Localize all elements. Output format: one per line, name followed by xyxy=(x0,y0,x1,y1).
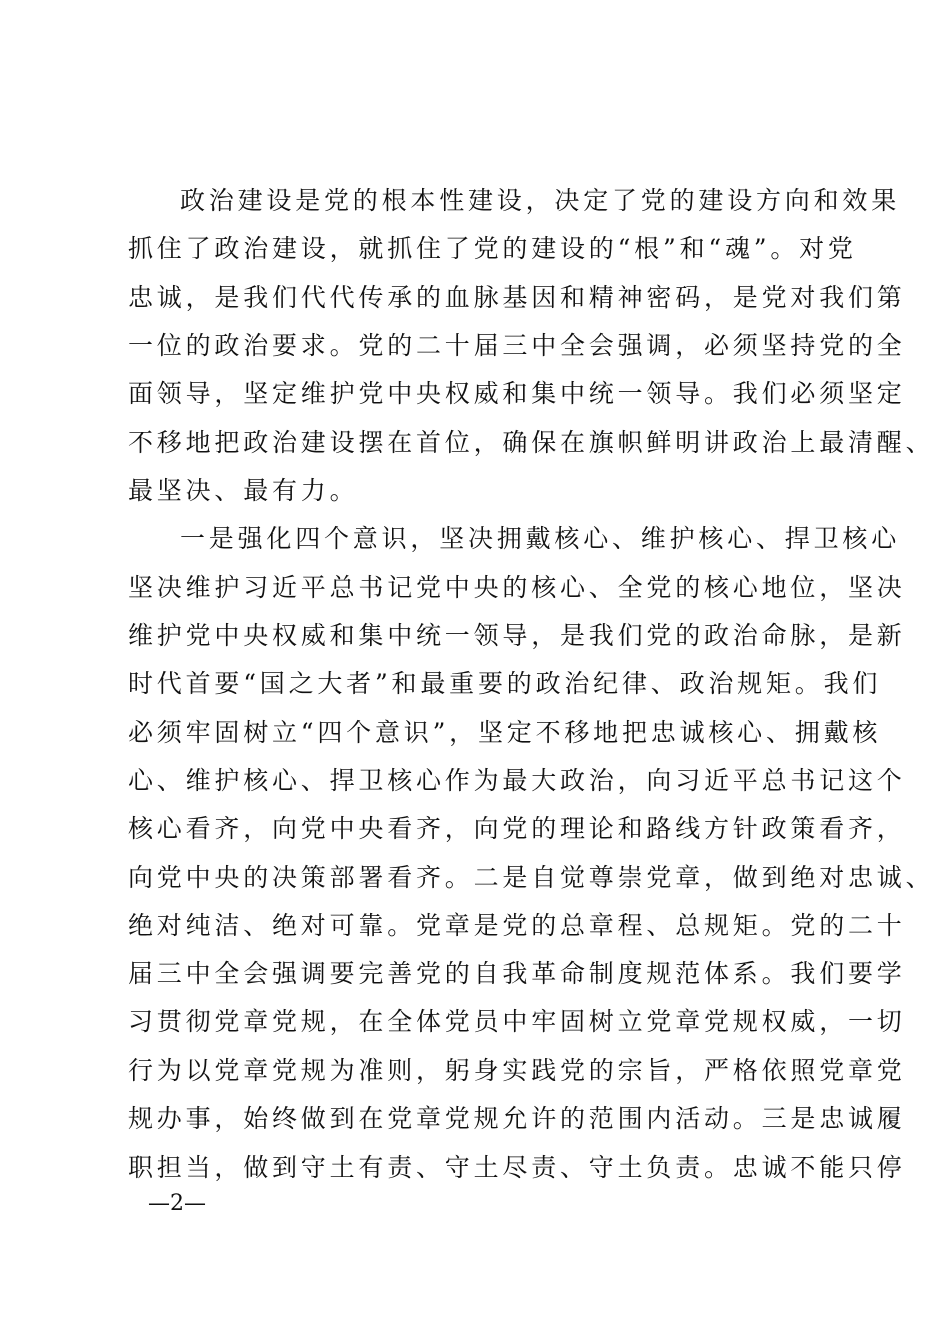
paragraph-2-line-7: 核心看齐，向党中央看齐，向党的理论和路线方针政策看齐， xyxy=(128,814,906,843)
paragraph-2-line-5: 必须牢固树立“四个意识”，坚定不移地把忠诚核心、拥戴核 xyxy=(128,718,882,747)
paragraph-2-line-2: 坚决维护习近平总书记党中央的核心、全党的核心地位，坚决 xyxy=(128,573,906,602)
paragraph-1-line-1: 政治建设是党的根本性建设，决定了党的建设方向和效果 xyxy=(180,186,901,215)
paragraph-1-line-7: 最坚决、最有力。 xyxy=(128,476,359,505)
paragraph-2-line-10: 届三中全会强调要完善党的自我革命制度规范体系。我们要学 xyxy=(128,959,906,988)
paragraph-1-line-4: 一位的政治要求。党的二十届三中全会强调，必须坚持党的全 xyxy=(128,331,906,360)
paragraph-2-line-9: 绝对纯洁、绝对可靠。党章是党的总章程、总规矩。党的二十 xyxy=(128,911,906,940)
paragraph-2-line-4: 时代首要“国之大者”和最重要的政治纪律、政治规矩。我们 xyxy=(128,669,882,698)
page-number: —2— xyxy=(148,1191,206,1216)
paragraph-2-line-13: 规办事，始终做到在党章党规允许的范围内活动。三是忠诚履 xyxy=(128,1104,906,1133)
paragraph-2-line-11: 习贯彻党章党规，在全体党员中牢固树立党章党规权威，一切 xyxy=(128,1007,906,1036)
paragraph-2-line-1: 一是强化四个意识，坚决拥戴核心、维护核心、捍卫核心 xyxy=(180,524,901,553)
paragraph-1-line-3: 忠诚，是我们代代传承的血脉基因和精神密码，是党对我们第 xyxy=(128,283,906,312)
paragraph-2-line-3: 维护党中央权威和集中统一领导，是我们党的政治命脉，是新 xyxy=(128,621,906,650)
paragraph-2-line-14: 职担当，做到守土有责、守土尽责、守土负责。忠诚不能只停 xyxy=(128,1153,906,1182)
paragraph-1-line-2: 抓住了政治建设，就抓住了党的建设的“根”和“魂”。对党 xyxy=(128,234,857,263)
paragraph-1-line-6: 不移地把政治建设摆在首位，确保在旗帜鲜明讲政治上最清醒、 xyxy=(128,428,935,457)
paragraph-2-line-12: 行为以党章党规为准则，躬身实践党的宗旨，严格依照党章党 xyxy=(128,1056,906,1085)
paragraph-2-line-6: 心、维护核心、捍卫核心作为最大政治，向习近平总书记这个 xyxy=(128,766,906,795)
paragraph-2-line-8: 向党中央的决策部署看齐。二是自觉尊崇党章，做到绝对忠诚、 xyxy=(128,863,935,892)
paragraph-1-line-5: 面领导，坚定维护党中央权威和集中统一领导。我们必须坚定 xyxy=(128,379,906,408)
